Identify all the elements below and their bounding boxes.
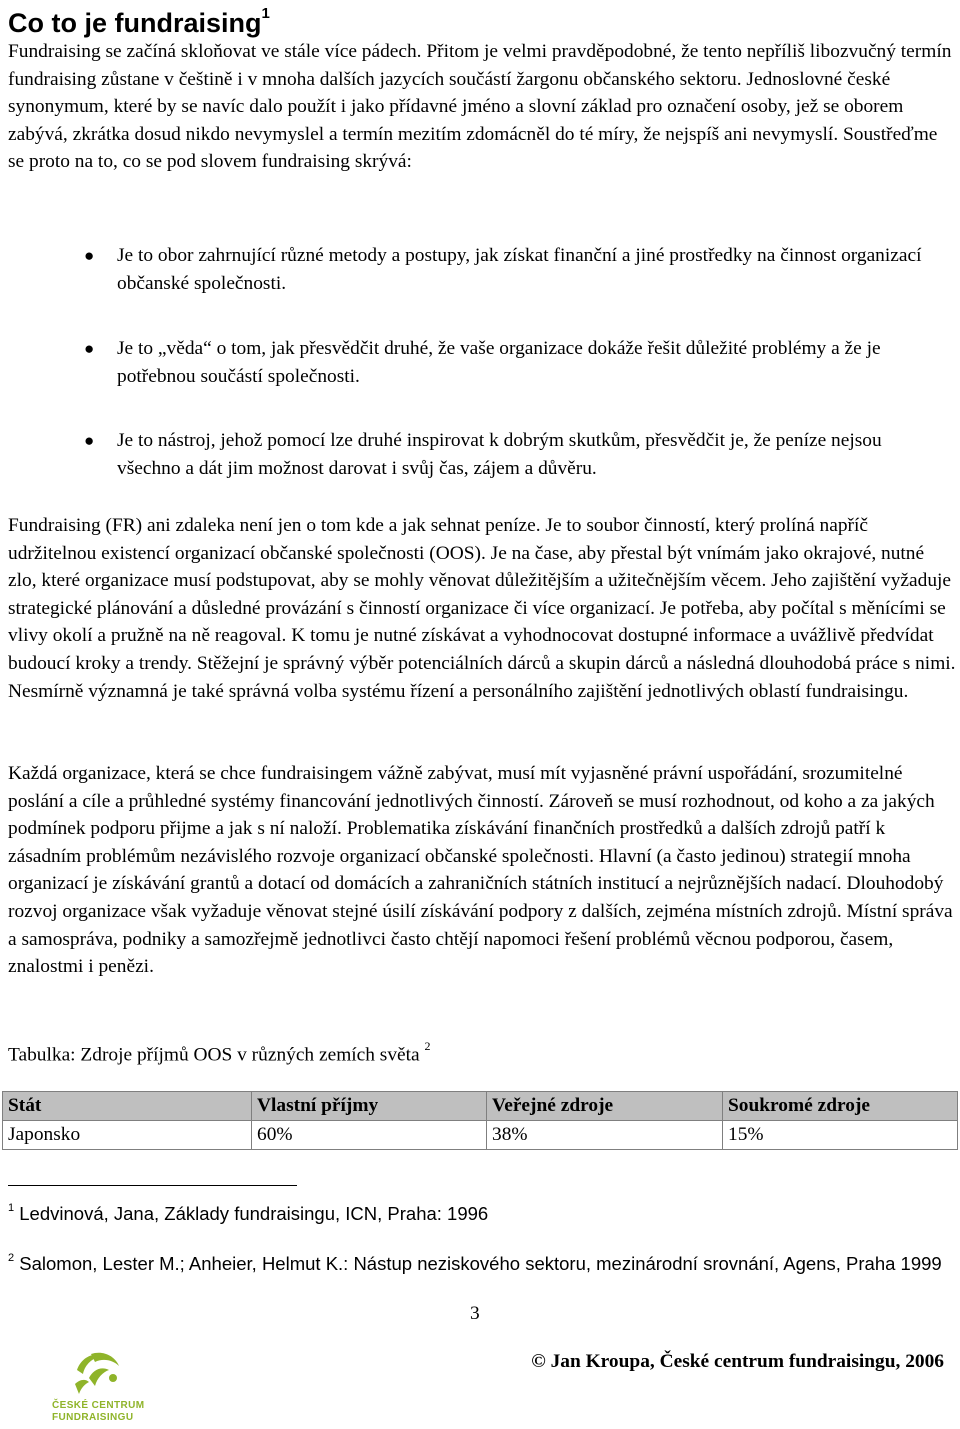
- footnote-number: 1: [8, 1202, 15, 1214]
- column-header-public-sources: Veřejné zdroje: [487, 1092, 723, 1121]
- footnote-ref-2[interactable]: 2: [424, 1039, 431, 1053]
- list-item: [84, 335, 947, 390]
- copyright-notice: © Jan Kroupa, České centrum fundraisingu, 2006: [531, 1351, 944, 1372]
- footnote-ref-1[interactable]: 1: [261, 5, 270, 22]
- bullet-icon: ●: [84, 246, 95, 265]
- fundraising-paragraph: Fundraising (FR) ani zdaleka není jen o tom kde a jak sehnat peníze. Je to soubor činností, který prolíná napříč udržitelnou existencí organizací občanské společnosti (OOS). Je na čase, aby přestal být vnímám jako okrajové, nutné zlo, které organizace musí podstupovat, aby se mohly věnovat důležitějším a užitečnějším věcem. Jeho zajištění vyžaduje strategické plánování a důsledné provázání s činností organizace či více organizací. Je potřeba, aby počítal s měnícími se vlivy okolí a pružně na ně reagoval. K tomu je nutné získávat a vyhodnocovat dostupné informace a uvážlivě předvídat budoucí kroky a trendy. Stěžejní je správný výběr potenciálních dárců a skupin dárců a následná dlouhodobá práce s nimi. Nesmírně významná je také správná volba systému řízení a personálního zajištění jednotlivých oblastí fundraisingu.: [8, 515, 956, 702]
- table-caption: [8, 1036, 431, 1069]
- ccf-logo-icon: [69, 1348, 125, 1398]
- footnote-text: Salomon, Lester M.; Anheier, Helmut K.: Nástup neziskového sektoru, mezinárodní srovnání, Agens, Praha 1999: [19, 1253, 942, 1275]
- footnote-number: 2: [8, 1252, 15, 1264]
- table-row: [3, 1121, 958, 1150]
- bullet-icon: ●: [84, 431, 95, 450]
- logo-line-2: FUNDRAISINGU: [52, 1412, 134, 1423]
- list-item-text: Je to „věda“ o tom, jak přesvědčit druhé, že vaše organizace dokáže řešit důležité problémy a že je potřebnou součástí společnosti.: [117, 338, 881, 387]
- page-number: 3: [470, 1303, 480, 1324]
- organization-paragraph: Každá organizace, která se chce fundraisingem vážně zabývat, musí mít vyjasněné právní uspořádání, srozumitelné poslání a cíle a průhledné systémy financování jednotlivých činností. Zároveň se musí rozhodnout, od koho a za jakých podmínek podporu přijme a jak s ní naloží. Problematika získávání finančních prostředků a dalších zdrojů patří k zásadním problémům nezávislého rozvoje organizací občanské společnosti. Hlavní (a často jedinou) strategií mnoha organizací je získávání grantů a dotací od domácích a zahraničních státních institucí a nejrůznějších nadací. Dlouhodobý rozvoj organizace však vyžaduje věnovat stejné úsilí získávání podpory z dalších, zejména místních zdrojů. Místní správa a samospráva, podniky a samozřejmě jednotlivci často chtějí napomoci řešení problémů věcnou podporou, časem, znalostmi i penězi.: [8, 763, 953, 978]
- intro-paragraph: Fundraising se začíná skloňovat ve stále více pádech. Přitom je velmi pravděpodobné, že tento nepříliš libozvučný termín fundraising zůstane v češtině i v mnoha dalších jazycích součástí žargonu občanského sektoru. Jednoslovné české synonymum, které by se navíc dalo použít i jako přídavné jméno a slovní základ pro označení osoby, jež se oborem zabývá, zkrátka dosud nikdo nevymyslel a termín mezitím zdomácněl do té míry, že nejspíš ani nevymyslí. Soustřeďme se proto na to, co se pod slovem fundraising skrývá:: [8, 41, 952, 173]
- ccf-logo: [52, 1348, 145, 1426]
- logo-line-1: ČESKÉ CENTRUM: [52, 1400, 145, 1411]
- column-header-state: Stát: [3, 1092, 252, 1121]
- table-caption-text: Tabulka: Zdroje příjmů OOS v různých zemích světa: [8, 1044, 420, 1066]
- footnote-separator: [8, 1185, 297, 1186]
- column-header-private-sources: Soukromé zdroje: [723, 1092, 958, 1121]
- table-cell: 60%: [252, 1121, 487, 1150]
- footnote-text: Ledvinová, Jana, Základy fundraisingu, ICN, Praha: 1996: [19, 1203, 489, 1225]
- list-item-text: Je to nástroj, jehož pomocí lze druhé inspirovat k dobrým skutkům, přesvědčit je, že peníze nejsou všechno a dát jim možnost darovat i svůj čas, zájem a důvěru.: [117, 430, 882, 479]
- bullet-icon: ●: [84, 339, 95, 358]
- table-cell: Japonsko: [3, 1121, 252, 1150]
- table-header-row: [3, 1092, 958, 1121]
- footnote-2: [8, 1247, 948, 1277]
- page-title-text: Co to je fundraising: [8, 8, 262, 38]
- table-cell: 38%: [487, 1121, 723, 1150]
- list-item: [84, 427, 947, 482]
- page-title: [8, 1, 270, 40]
- list-item: [84, 242, 947, 297]
- list-item-text: Je to obor zahrnující různé metody a postupy, jak získat finanční a jiné prostředky na činnost organizací občanské společnosti.: [117, 245, 922, 294]
- footnote-1: [8, 1197, 948, 1227]
- income-sources-table: [2, 1091, 958, 1150]
- table-cell: 15%: [723, 1121, 958, 1150]
- column-header-own-income: Vlastní příjmy: [252, 1092, 487, 1121]
